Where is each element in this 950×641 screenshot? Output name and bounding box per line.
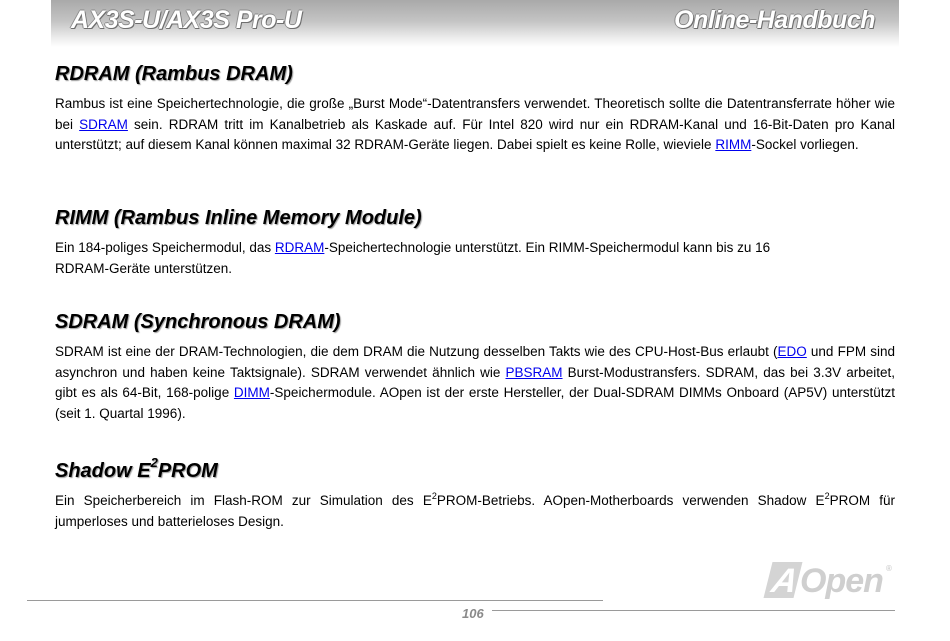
section-paragraph [55,94,895,156]
paragraph-text: -Speichertechnologie unterstützt. Ein RIMM-Speichermodul kann bis zu 16 [324,240,771,255]
section-heading: RIMM (Rambus Inline Memory Module) [55,207,422,229]
paragraph-text: und FPM sind asynchron und haben keine Taktsignale). SDRAM verwendet ähnlich wie [55,344,895,380]
logo-letter: A [768,562,802,600]
paragraph-text: RDRAM-Geräte unterstützen. [55,260,233,276]
paragraph-text: SDRAM ist eine der DRAM-Technologien, die dem DRAM die Nutzung desselben Takts wie des CPU-Host-Bus erlaubt ( [55,344,778,359]
sdram-link[interactable]: SDRAM [79,116,128,132]
heading-text: Shadow E [55,460,151,482]
heading-text: PROM [157,460,218,482]
paragraph-text: PROM-Betriebs. AOpen-Motherboards verwenden Shadow E [436,493,825,508]
paragraph-text: -Sockel vorliegen. [751,137,859,152]
manual-title: AX3S-U/AX3S Pro-U [71,6,302,34]
footer-divider [27,600,603,601]
section-shadow-e2prom [55,455,895,532]
section-heading: RDRAM (Rambus DRAM) [55,63,293,85]
logo-text: Open [800,562,883,600]
edo-link[interactable]: EDO [777,344,807,359]
handbook-title: Online-Handbuch [674,6,875,34]
paragraph-text: PROM für jumperloses und batterieloses Design. [55,493,895,529]
section-paragraph [55,238,895,279]
paragraph-text: Rambus ist eine Speichertechnologie, die große „Burst Mode“-Datentransfers verwendet. Theoretisch sollte die Datentransferrate höher wie bei [55,96,895,132]
paragraph-text: Burst-Modustransfers. SDRAM, das bei 3.3V arbeitet, gibt es als 64-Bit, 168-polige [55,364,896,400]
dimm-link[interactable]: DIMM [233,385,270,400]
section-rdram [55,62,895,156]
section-paragraph [55,491,895,532]
paragraph-text: -Speichermodule. AOpen ist der erste Hersteller, der Dual-SDRAM DIMMs Onboard (AP5V) unterstützt (seit 1. Quartal 1996). [55,385,895,421]
section-sdram [55,310,895,424]
rdram-link[interactable]: RDRAM [274,240,325,255]
section-heading: SDRAM (Synchronous DRAM) [55,311,341,333]
aopen-logo [768,562,890,604]
footer-divider [492,610,895,611]
logo-mark [764,562,803,598]
section-heading [55,455,895,483]
section-paragraph [55,342,895,424]
paragraph-text: Ein Speicherbereich im Flash-ROM zur Simulation des E [55,493,432,508]
superscript: 2 [824,490,830,501]
paragraph-text: Ein 184-poliges Speichermodul, das [55,240,275,255]
logo-registered: ® [886,564,891,573]
heading-superscript: 2 [150,455,158,471]
section-rimm [55,206,895,279]
paragraph-text: sein. RDRAM tritt im Kanalbetrieb als Kaskade auf. Für Intel 820 wird nur ein RDRAM-Kanal und 16-Bit-Daten pro Kanal unterstützt; auf diesem Kanal können maximal 32 RDRAM-Geräte liegen. Dabei spielt es keine Rolle, wieviele [55,116,895,152]
rimm-link[interactable]: RIMM [715,137,752,152]
superscript: 2 [431,490,437,501]
page-header [51,0,899,47]
page-number: 106 [462,606,484,621]
pbsram-link[interactable]: PBSRAM [505,364,563,380]
